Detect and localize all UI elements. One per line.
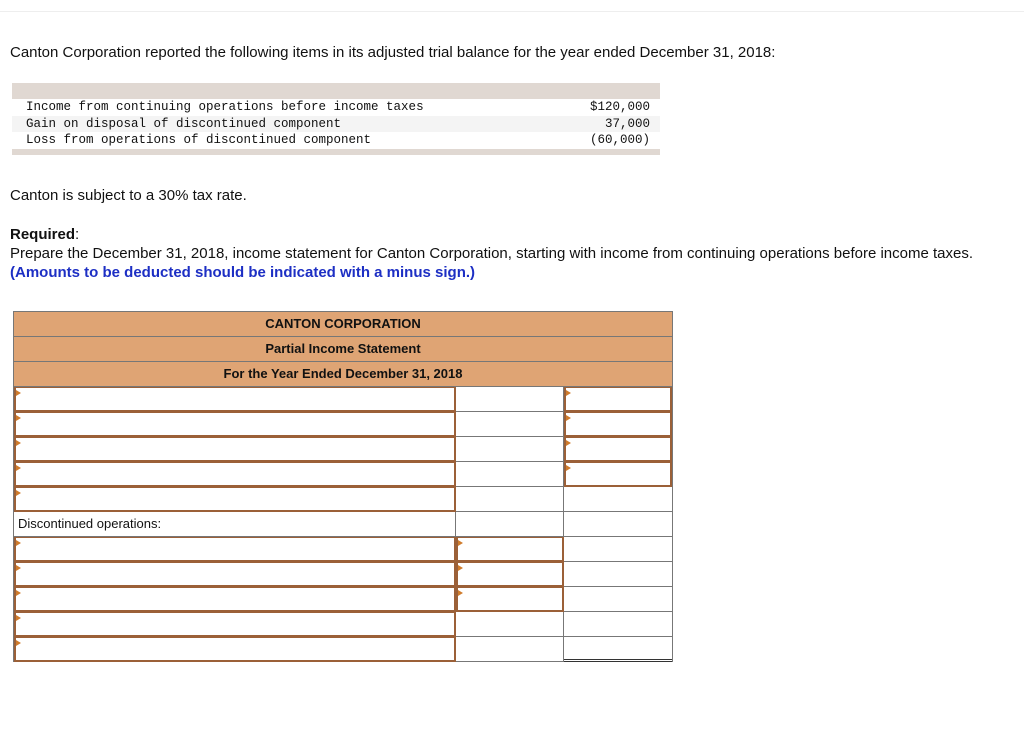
line-item-input[interactable] [14, 437, 456, 462]
empty-cell [456, 487, 564, 512]
required-text: Prepare the December 31, 2018, income statement for Canton Corporation, starting with income from continuing operations before income taxes. [10, 245, 974, 262]
amount-input[interactable] [564, 412, 672, 437]
instruction-text: (Amounts to be deducted should be indicated with a minus sign.) [10, 264, 476, 281]
empty-cell [564, 612, 672, 637]
statement-row [14, 412, 672, 437]
statement-row [14, 537, 672, 562]
label-text: Discontinued operations: [18, 516, 162, 531]
income-statement-form [13, 311, 673, 662]
intro-text: Canton Corporation reported the following items in its adjusted trial balance for the year ended December 31, 2018: [10, 44, 776, 61]
empty-cell [564, 537, 672, 562]
statement-row [14, 612, 672, 637]
line-item-input[interactable] [14, 387, 456, 412]
line-item-input[interactable] [14, 462, 456, 487]
line-item-input[interactable] [14, 587, 456, 612]
divider [0, 11, 1024, 12]
statement-title: Partial Income Statement [14, 337, 672, 362]
line-item-input[interactable] [14, 487, 456, 512]
table-row: Loss from operations of discontinued component (60,000) [26, 133, 650, 147]
empty-cell [456, 637, 564, 662]
amount-input[interactable] [564, 437, 672, 462]
statement-row [14, 512, 672, 537]
amount-input[interactable] [456, 537, 564, 562]
empty-cell [456, 462, 564, 487]
line-item-input[interactable] [14, 562, 456, 587]
line-item-input[interactable] [14, 412, 456, 437]
statement-period: For the Year Ended December 31, 2018 [14, 362, 672, 387]
statement-row [14, 387, 672, 412]
line-item-input[interactable] [14, 537, 456, 562]
table-row: Gain on disposal of discontinued component 37,000 [12, 116, 660, 133]
statement-row [14, 462, 672, 487]
statement-row [14, 562, 672, 587]
empty-cell [456, 612, 564, 637]
amount-input[interactable] [456, 562, 564, 587]
empty-cell [564, 562, 672, 587]
empty-cell [564, 512, 672, 537]
trial-balance-table [12, 83, 660, 155]
table-row: Income from continuing operations before income taxes $120,000 [26, 100, 650, 114]
empty-cell [456, 387, 564, 412]
amount-input[interactable] [456, 587, 564, 612]
line-item-input[interactable] [14, 612, 456, 637]
statement-row [14, 437, 672, 462]
company-name: CANTON CORPORATION [14, 312, 672, 337]
amount-input[interactable] [564, 462, 672, 487]
statement-row [14, 487, 672, 512]
amount-input[interactable] [564, 387, 672, 412]
tax-note: Canton is subject to a 30% tax rate. [10, 187, 247, 204]
empty-cell [564, 587, 672, 612]
required-label: Required [10, 226, 76, 243]
empty-cell [456, 437, 564, 462]
line-item-input[interactable] [14, 637, 456, 662]
statement-row [14, 637, 672, 662]
empty-cell [564, 487, 672, 512]
discontinued-operations-label [14, 512, 456, 537]
total-cell [564, 637, 672, 662]
empty-cell [456, 412, 564, 437]
required-section: Required: Prepare the December 31, 2018, income statement for Canton Corporation, starting with income from continuing operations before income taxes. (Amounts to be deducted should be indicated with a minus sign.) [10, 226, 974, 281]
empty-cell [456, 512, 564, 537]
statement-row [14, 587, 672, 612]
